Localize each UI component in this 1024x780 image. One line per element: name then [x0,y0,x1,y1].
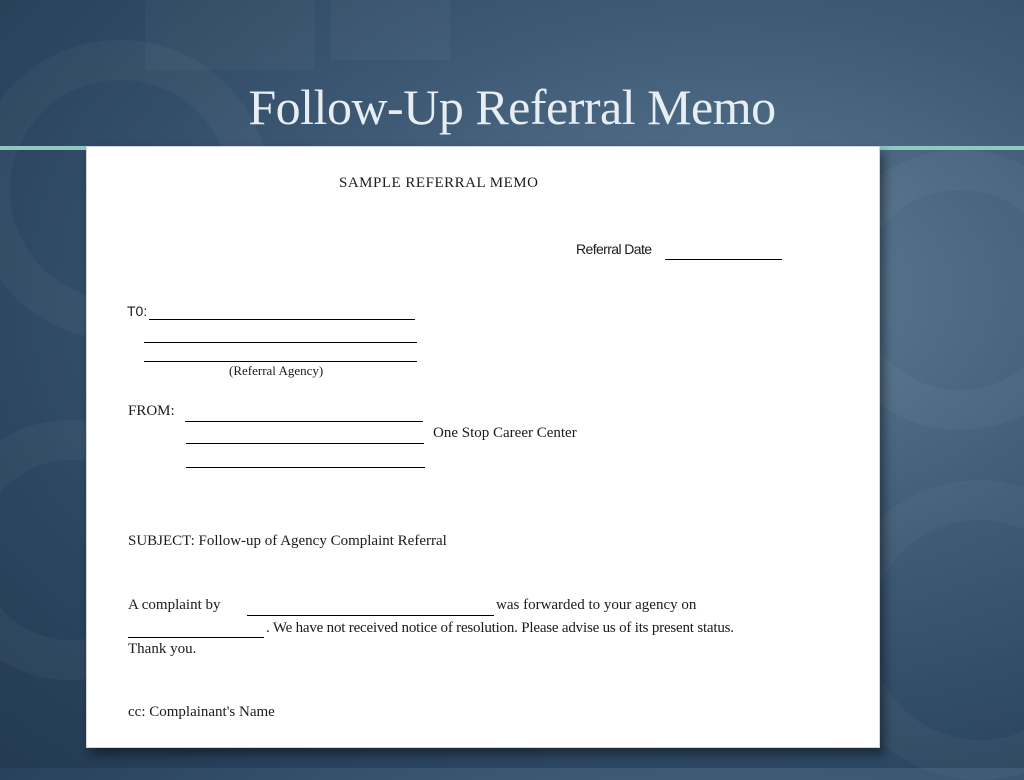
body-forwarded: was forwarded to your agency on [496,597,697,613]
to-blank-line [149,319,415,320]
body-complaint-by: A complaint by [128,597,221,613]
referral-date-label: Referral Date [576,241,652,257]
cc-line: cc: Complainant's Name [128,704,275,720]
from-blank-line [186,443,424,444]
background-block-decoration [145,0,315,70]
from-blank-line [185,421,423,422]
body-thank-you: Thank you. [128,641,197,657]
to-label: T0: [127,303,148,319]
from-blank-line [186,467,425,468]
career-center-name: One Stop Career Center [433,425,577,441]
from-label: FROM: [128,403,175,419]
memo-heading: SAMPLE REFERRAL MEMO [339,175,539,191]
slide-title: Follow-Up Referral Memo [248,79,776,135]
background-block-decoration [330,0,450,60]
date-blank-line [128,637,264,638]
memo-subject: SUBJECT: Follow-up of Agency Complaint Referral [128,533,447,549]
complainant-blank-line [247,615,494,616]
body-status-request: . We have not received notice of resolution. Please advise us of its present status. [266,620,734,636]
referral-agency-caption: (Referral Agency) [229,363,324,378]
to-blank-line [144,361,417,362]
referral-date-blank [665,259,782,260]
referral-memo-document [86,146,880,748]
to-blank-line [144,342,417,343]
